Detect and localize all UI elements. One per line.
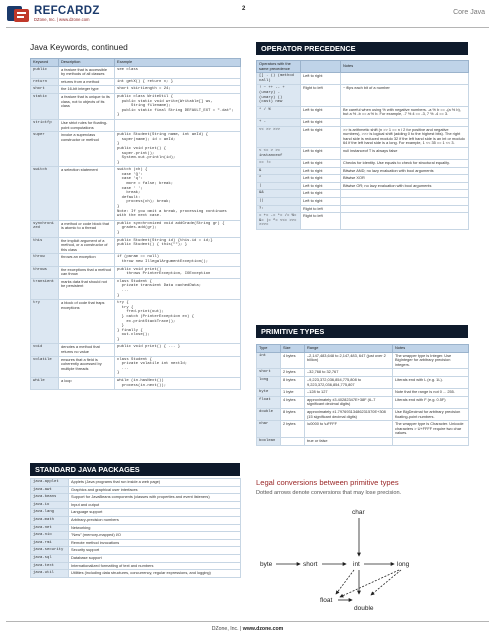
operator-notes-cell — [341, 73, 469, 85]
size-cell: 4 bytes — [281, 396, 305, 408]
example-cell: class Student { private volatile int nextId; ... } — [115, 356, 241, 377]
footer-divider — [6, 621, 489, 622]
size-cell: 2 bytes — [281, 369, 305, 377]
operator-notes-cell — [341, 198, 469, 206]
arrow-long-double — [371, 570, 401, 595]
package-cell: java.security — [31, 547, 69, 555]
table-row — [31, 486, 241, 494]
example-cell: public void print() { ... } — [115, 344, 241, 356]
keyword-cell: throws — [31, 266, 59, 278]
associativity-cell: Left to right — [301, 182, 341, 190]
table-row — [257, 389, 469, 397]
example-cell: see class — [115, 66, 241, 78]
example-cell: while (in.hasNext()) process(in.next()); — [115, 378, 241, 390]
operator-notes-cell — [341, 213, 469, 230]
col-example: Example — [115, 59, 241, 67]
package-description-cell: Input and output — [69, 501, 241, 509]
keyword-cell: super — [31, 132, 59, 167]
type-notes-cell: The wrapper type is Character. Unicode characters > U+FFFF require two char values. — [393, 421, 469, 438]
arrow-long-float — [340, 570, 399, 597]
associativity-cell: Left to right — [301, 160, 341, 168]
description-cell: ensures that a field is coherently accessed by multiple threads — [59, 356, 115, 377]
range-cell: –9,223,372,036,854,775,808 to 9,223,372,036,854,775,807 — [305, 376, 393, 388]
example-cell — [115, 119, 241, 131]
col-description: Description — [59, 59, 115, 67]
table-row — [31, 344, 241, 356]
example-cell: public Student(String name, int anId) { super(name); id = anId; } public void print() { super.print(); System.out.println(id); } — [115, 132, 241, 167]
header-divider — [6, 27, 489, 28]
col-keyword: Keyword — [31, 59, 59, 67]
example-cell: short skirtLength = 24; — [115, 86, 241, 94]
description-cell: a feature that is unique to its class, not to objects of its class — [59, 93, 115, 119]
package-description-cell: Language support — [69, 509, 241, 517]
col-range: Range — [305, 345, 393, 353]
range-cell: true or false — [305, 437, 393, 445]
operator-cell: && — [257, 190, 301, 198]
keyword-cell: synchronized — [31, 220, 59, 237]
table-row — [31, 532, 241, 540]
operator-cell: ! ~ ++ -- + (unary) - (unary) () (cast) new — [257, 85, 301, 106]
table-row — [31, 78, 241, 86]
description-cell: the implicit argument of a method, or a constructor of this class — [59, 237, 115, 254]
range-cell: –2,147,483,648 to 2,147,483, 647 (just over 2 billion) — [305, 352, 393, 369]
node-short: short — [303, 561, 318, 568]
table-row — [257, 147, 469, 159]
associativity-cell: Left to right — [301, 190, 341, 198]
package-description-cell: Networking — [69, 524, 241, 532]
package-cell: java.io — [31, 501, 69, 509]
keyword-cell: switch — [31, 167, 59, 221]
description-cell: Use strict rules for floating-point computations — [59, 119, 115, 131]
table-row — [257, 190, 469, 198]
example-cell: public void print() throws PrinterException, IOException — [115, 266, 241, 278]
footer-text: DZone, Inc. | — [211, 626, 243, 632]
footer-site-link[interactable]: www.dzone.com — [242, 626, 284, 632]
node-float: float — [320, 597, 333, 604]
size-cell: 8 bytes — [281, 408, 305, 420]
keyword-cell: volatile — [31, 356, 59, 377]
package-cell: java.lang — [31, 509, 69, 517]
table-row — [31, 86, 241, 94]
table-row — [257, 376, 469, 388]
col-prim-notes: Notes — [393, 345, 469, 353]
table-row — [257, 160, 469, 168]
package-description-cell: Support for JavaBeans components (classes with properties and event listeners) — [69, 494, 241, 502]
table-row — [257, 118, 469, 126]
description-cell: a method or code block that is atomic to a thread — [59, 220, 115, 237]
type-notes-cell: Literals end with L (e.g. 1L). — [393, 376, 469, 388]
node-long: long — [397, 561, 410, 568]
table-row — [257, 198, 469, 206]
associativity-cell: Left to right — [301, 198, 341, 206]
table-row — [257, 421, 469, 438]
operator-notes-cell — [341, 190, 469, 198]
operator-cell: | — [257, 182, 301, 190]
keyword-cell: return — [31, 78, 59, 86]
table-row — [31, 132, 241, 167]
associativity-cell: Left to right — [301, 175, 341, 183]
associativity-cell: Left to right — [301, 126, 341, 147]
example-cell: if (param == null) throw new IllegalArgumentException(); — [115, 254, 241, 266]
description-cell: a selection statement — [59, 167, 115, 221]
col-type: Type — [257, 345, 281, 353]
primitives-title: PRIMITIVE TYPES — [256, 325, 468, 338]
type-notes-cell — [393, 437, 469, 445]
operator-cell: == != — [257, 160, 301, 168]
table-row — [257, 73, 469, 85]
keyword-cell: public — [31, 66, 59, 78]
type-cell: double — [257, 408, 281, 420]
example-cell: public synchronized void addGrade(String gr) { grades.add(gr); } — [115, 220, 241, 237]
keywords-title: Java Keywords, continued — [30, 42, 128, 52]
package-description-cell: Graphics and graphical user interfaces — [69, 486, 241, 494]
operator-notes-cell: Bitwise XOR — [341, 175, 469, 183]
size-cell: 8 bytes — [281, 376, 305, 388]
page-header — [0, 0, 495, 28]
node-int: int — [353, 561, 360, 568]
keyword-cell: while — [31, 378, 59, 390]
operator-notes-cell: Bitwise OR; no lazy evaluation with bool arguments — [341, 182, 469, 190]
example-cell: switch (ch) { case 'Q': case 'q': more = false; break; case ' '; break; default: process(ch); break; } Note: If you omit a break, processing continues with the next case. — [115, 167, 241, 221]
keyword-cell: try — [31, 300, 59, 344]
type-notes-cell: Note that the range is not 0 ... 255. — [393, 389, 469, 397]
table-row — [31, 254, 241, 266]
conversions-diagram — [256, 500, 468, 615]
table-row — [257, 213, 469, 230]
package-cell: java.nio — [31, 532, 69, 540]
range-cell: –32,768 to 32,767 — [305, 369, 393, 377]
description-cell: the 16-bit integer type — [59, 86, 115, 94]
arrow-int-float — [336, 570, 354, 594]
description-cell: denotes a method that returns no value — [59, 344, 115, 356]
operator-cell: ^ — [257, 175, 301, 183]
example-cell: try { try { fred.print(out); } catch (PrinterException ex) { ex.printStackTrace(); } } finally { out.close(); } — [115, 300, 241, 344]
table-row — [31, 66, 241, 78]
breadcrumb: Core Java — [453, 9, 485, 16]
description-cell: invoke a superclass constructor or method — [59, 132, 115, 167]
size-cell — [281, 437, 305, 445]
conversions-title: Legal conversions between primitive types — [256, 478, 399, 487]
table-row — [31, 300, 241, 344]
table-row — [31, 539, 241, 547]
col-operators: Operators with the same precedence — [257, 61, 301, 73]
table-row — [31, 547, 241, 555]
example-cell: class Student { private transient Data cachedData; ... } — [115, 278, 241, 299]
operators-table — [256, 60, 469, 230]
table-row — [31, 220, 241, 237]
table-row — [257, 175, 469, 183]
table-row — [31, 356, 241, 377]
example-cell: public class WriteUtil { public static void write(Writable[] ws, String filename); public static final String DEFAULT_EXT = ".dat"; } — [115, 93, 241, 119]
table-row — [31, 119, 241, 131]
operator-notes-cell: >> is arithmetic shift (n >> 1 == n / 2 for positive and negative numbers), >>> is logical shift (adding 0 to the highest bits). The right hand side is reduced modulo 32 if the left hand side is an int or modulo 64 if the left hand side is a long. For example, 1 << 35 == 1 << 3. — [341, 126, 469, 147]
node-double: double — [354, 605, 374, 612]
table-row — [31, 501, 241, 509]
package-description-cell: Security support — [69, 547, 241, 555]
range-cell: –128 to 127 — [305, 389, 393, 397]
size-cell: 2 bytes — [281, 421, 305, 438]
operator-notes-cell: Be careful when using % with negative numbers. -a % b == -(a % b), but a % -b == a % b. For example, -7 % 4 == -3, 7 % -4 == 3. — [341, 106, 469, 118]
package-cell: java.beans — [31, 494, 69, 502]
operator-notes-cell: Bitwise AND; no lazy evaluation with bool arguments — [341, 167, 469, 175]
table-row — [31, 378, 241, 390]
table-row — [31, 93, 241, 119]
package-description-cell: Database support — [69, 554, 241, 562]
brand-name: REFCARDZ — [34, 5, 100, 17]
primitives-table — [256, 344, 469, 446]
table-row — [257, 437, 469, 445]
associativity-cell: Right to left — [301, 85, 341, 106]
description-cell: returns from a method — [59, 78, 115, 86]
example-cell: int getX() { return x; } — [115, 78, 241, 86]
operators-title: OPERATOR PRECEDENCE — [256, 42, 468, 55]
keyword-cell: void — [31, 344, 59, 356]
brand-tagline: DZone, Inc. | www.dzone.com — [34, 17, 90, 22]
operator-cell: < <= > >= instanceof — [257, 147, 301, 159]
example-cell: public Student(String id) {this.id = id;} public Student() { this(""); } — [115, 237, 241, 254]
table-row — [257, 369, 469, 377]
table-row — [31, 479, 241, 487]
associativity-cell: Right to left — [301, 213, 341, 230]
node-byte: byte — [260, 561, 273, 568]
package-description-cell: Internationalized formatting of text and numbers — [69, 562, 241, 570]
table-row — [31, 524, 241, 532]
associativity-cell: Left to right — [301, 147, 341, 159]
description-cell: the exceptions that a method can throw — [59, 266, 115, 278]
package-cell: java.net — [31, 524, 69, 532]
packages-title: STANDARD JAVA PACKAGES — [30, 463, 240, 476]
operator-notes-cell: Checks for identity. Use equals to check for structural equality. — [341, 160, 469, 168]
description-cell: marks data that should not be persistent — [59, 278, 115, 299]
operator-cell: ?: — [257, 205, 301, 213]
operator-notes-cell: ~ flips each bit of a number — [341, 85, 469, 106]
package-description-cell: Utilities (including data structures, concurrency, regular expressions, and logging) — [69, 570, 241, 578]
type-cell: float — [257, 396, 281, 408]
table-row — [31, 570, 241, 578]
keyword-cell: transient — [31, 278, 59, 299]
package-cell: java.rmi — [31, 539, 69, 547]
keyword-cell: throw — [31, 254, 59, 266]
operator-notes-cell — [341, 118, 469, 126]
table-row — [257, 352, 469, 369]
operator-cell: * / % — [257, 106, 301, 118]
page-number: 2 — [242, 6, 246, 12]
type-notes-cell: Use BigDecimal for arbitrary precision floating-point numbers. — [393, 408, 469, 420]
keyword-cell: strictfp — [31, 119, 59, 131]
packages-table — [30, 478, 241, 578]
package-description-cell: Applets (Java programs that run inside a web page) — [69, 479, 241, 487]
associativity-cell: Left to right — [301, 167, 341, 175]
keyword-cell: this — [31, 237, 59, 254]
col-notes: Notes — [341, 61, 469, 73]
range-cell: approximately ±1.79769313486231570E+308 (15 significant decimal digits) — [305, 408, 393, 420]
table-row — [257, 408, 469, 420]
table-row — [257, 85, 469, 106]
operator-notes-cell — [341, 205, 469, 213]
keyword-cell: short — [31, 86, 59, 94]
table-row — [257, 182, 469, 190]
description-cell: a block of code that traps exceptions — [59, 300, 115, 344]
table-row — [31, 266, 241, 278]
page-footer — [0, 626, 495, 632]
refcardz-logo-icon — [6, 4, 32, 24]
type-notes-cell: Literals end with F (e.g. 0.5F) — [393, 396, 469, 408]
table-row — [31, 509, 241, 517]
node-char: char — [352, 509, 365, 516]
associativity-cell: Left to right — [301, 118, 341, 126]
size-cell: 4 bytes — [281, 352, 305, 369]
table-row — [257, 396, 469, 408]
type-notes-cell — [393, 369, 469, 377]
type-cell: int — [257, 352, 281, 369]
operator-cell: [] . () (method call) — [257, 73, 301, 85]
type-cell: byte — [257, 389, 281, 397]
table-row — [31, 516, 241, 524]
table-row — [31, 554, 241, 562]
type-cell: long — [257, 376, 281, 388]
keywords-table — [30, 58, 241, 390]
operator-notes-cell: null instanceof T is always false — [341, 147, 469, 159]
associativity-cell: Left to right — [301, 106, 341, 118]
package-cell: java.awt — [31, 486, 69, 494]
type-cell: char — [257, 421, 281, 438]
operator-cell: || — [257, 198, 301, 206]
description-cell: a loop — [59, 378, 115, 390]
description-cell: throws an exception — [59, 254, 115, 266]
table-row — [257, 205, 469, 213]
col-associativity — [301, 61, 341, 73]
table-row — [31, 494, 241, 502]
table-row — [257, 106, 469, 118]
package-cell: java.util — [31, 570, 69, 578]
associativity-cell: Left to right — [301, 73, 341, 85]
conversions-description: Dotted arrows denote conversions that may lose precision. — [256, 490, 402, 496]
operator-cell: & — [257, 167, 301, 175]
table-row — [31, 167, 241, 221]
type-cell: boolean — [257, 437, 281, 445]
table-row — [257, 126, 469, 147]
package-description-cell: Remote method invocations — [69, 539, 241, 547]
associativity-cell: Right to left — [301, 205, 341, 213]
range-cell: approximately ±3.40282347E+38F (6–7 significant decimal digits) — [305, 396, 393, 408]
size-cell: 1 byte — [281, 389, 305, 397]
package-cell: java.math — [31, 516, 69, 524]
col-size: Size — [281, 345, 305, 353]
operator-cell: << >> >>> — [257, 126, 301, 147]
package-description-cell: Arbitrary-precision numbers — [69, 516, 241, 524]
type-cell: short — [257, 369, 281, 377]
package-cell: java.text — [31, 562, 69, 570]
table-row — [257, 167, 469, 175]
range-cell: \u0000 to \uFFFF — [305, 421, 393, 438]
package-cell: java.sql — [31, 554, 69, 562]
keyword-cell: static — [31, 93, 59, 119]
description-cell: a feature that is accessible by methods of all classes — [59, 66, 115, 78]
table-row — [31, 278, 241, 299]
operator-cell: + - — [257, 118, 301, 126]
package-cell: java.applet — [31, 479, 69, 487]
operator-cell: = += -= *= /= %= &= |= ^= <<= >>= >>>= — [257, 213, 301, 230]
package-description-cell: "New" (memory-mapped) I/O — [69, 532, 241, 540]
table-row — [31, 562, 241, 570]
table-row — [31, 237, 241, 254]
type-notes-cell: The wrapper type is Integer. Use BigInteger for arbitrary precision integers. — [393, 352, 469, 369]
